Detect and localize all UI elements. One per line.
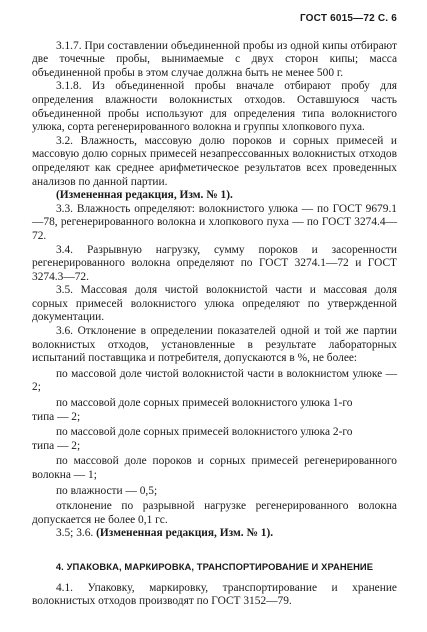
paragraph-3-1-8: 3.1.8. Из объединенной пробы вначале отбирают пробу для определения влажности волокнистых отходов. Оставшуюся часть объединенной пробы используют для определения типа волокнистого улюка, сорта регенерированного волокна и группы хлопкового пуха. [32,80,397,134]
tolerance-item-breaking-load: отклонение по разрывной нагрузке регенерированного волокна допускается не более 0,1 гс. [32,500,397,526]
paragraph-3-6: 3.6. Отклонение в определении показателей одной и той же партии волокнистых отходов, установленные в результате лабораторных испытаний поставщика и потребителя, допускаются в %, не более: [32,325,397,365]
paragraph-3-3: 3.3. Влажность определяют: волокнистого улюка — по ГОСТ 9679.1—78, регенерированного волокна и хлопкового пуха — по ГОСТ 3274.4—72. [32,202,397,242]
paragraph-3-4: 3.4. Разрывную нагрузку, сумму пороков и засоренности регенерированного волокна определяют по ГОСТ 3274.1—72 и ГОСТ 3274.3—72. [32,243,397,283]
amendment-note-2: (Измененная редакция, Изм. № 1). [96,527,274,540]
amendment-note-1: (Измененная редакция, Изм. № 1). [55,189,233,202]
amendment-line-2 [32,527,397,541]
paragraph-3-5: 3.5. Массовая доля чистой волокнистой части и массовая доля сорных примесей волокнистого улюка определяют по утвержденной документации. [32,284,397,324]
section-heading-4: 4. УПАКОВКА, МАРКИРОВКА, ТРАНСПОРТИРОВАНИЕ И ХРАНЕНИЕ [55,560,374,572]
tolerance-item-type1-cont: типа — 2; [32,410,81,423]
tolerance-item-defects: по массовой доле пороков и сорных примесей регенерированного волокна — 1; [32,455,397,481]
tolerance-item-moisture: по влажности — 0,5; [55,484,158,497]
tolerance-item-type2: по массовой доле сорных примесей волокнистого улюка 2-го [55,426,353,439]
tolerance-item-type2-cont: типа — 2; [32,439,81,452]
tolerance-item-fiber-share: по массовой доле чистой волокнистой части в волокнистом улюке — 2; [32,367,397,394]
paragraph-4-1: 4.1. Упаковку, маркировку, транспортирование и хранение волокнистых отходов производят по ГОСТ 3152—79. [32,581,397,608]
tolerance-item-type1: по массовой доле сорных примесей волокнистого улюка 1-го [55,397,353,410]
amendment-ref: 3.5; 3.6. [55,527,94,540]
paragraph-3-2: 3.2. Влажность, массовую долю пороков и сорных примесей и массовую долю сорных примесей незапрессованных волокнистых отходов определяют как среднее арифметическое результатов всех проведенных анализов по данной партии. [32,134,397,188]
paragraph-3-1-7: 3.1.7. При составлении объединенной пробы из одной кипы отбирают две точечные пробы, вынимаемые с двух сторон кипы; масса объединенной пробы в этом случае должна быть не менее 500 г. [32,39,397,79]
page-header: ГОСТ 6015—72 С. 6 [299,13,397,24]
